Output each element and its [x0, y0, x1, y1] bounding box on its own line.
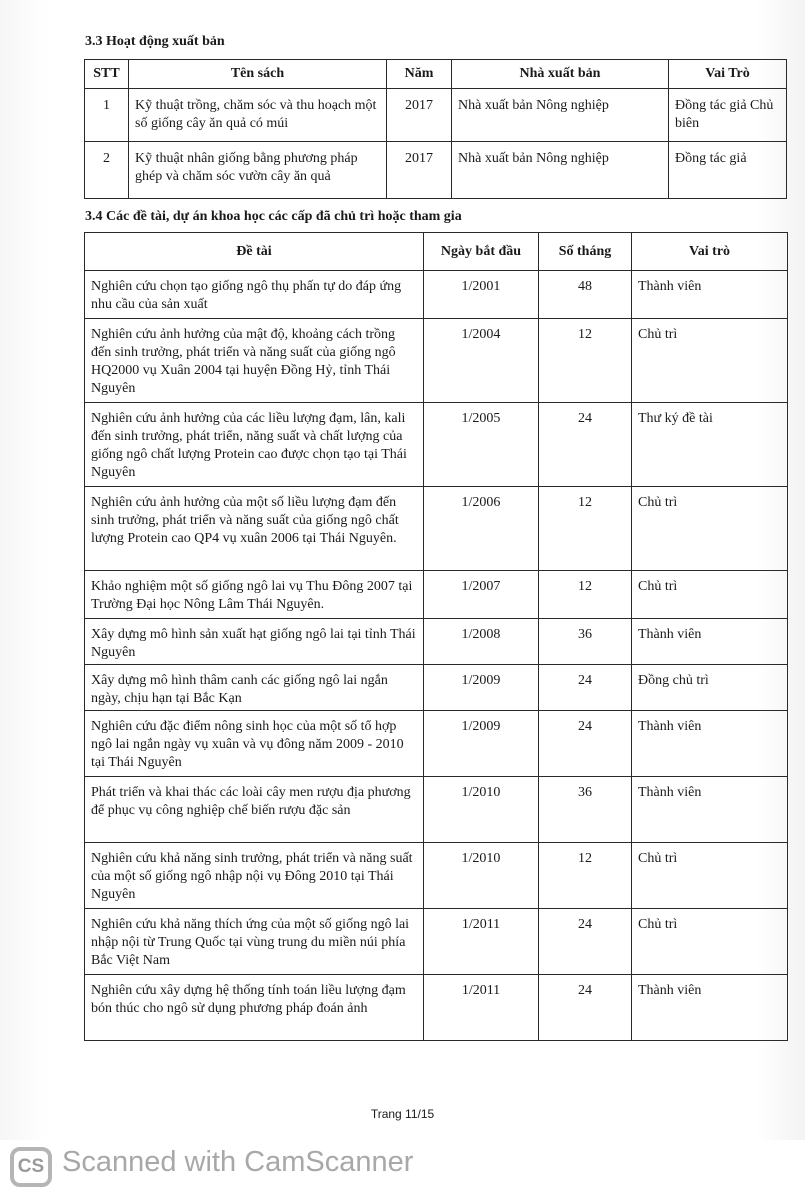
cell-project: Xây dựng mô hình thâm canh các giống ngô lai ngắn ngày, chịu hạn tại Bắc Kạn [85, 665, 424, 711]
publications-table [84, 59, 787, 199]
cell-year: 2017 [387, 89, 452, 142]
cell-months: 12 [539, 571, 632, 619]
cell-project-role: Chủ trì [632, 319, 788, 403]
cell-months: 12 [539, 487, 632, 571]
cell-project-role: Thành viên [632, 619, 788, 665]
cell-project: Nghiên cứu xây dựng hệ thống tính toán liều lượng đạm bón thúc cho ngô sử dụng phương pháp đoán ảnh [85, 975, 424, 1041]
cell-start-date: 1/2011 [424, 909, 539, 975]
header-months: Số tháng [539, 233, 632, 271]
cell-project-role: Thành viên [632, 777, 788, 843]
cell-months: 24 [539, 909, 632, 975]
cell-project-role: Đồng chủ trì [632, 665, 788, 711]
cell-start-date: 1/2010 [424, 777, 539, 843]
cell-start-date: 1/2008 [424, 619, 539, 665]
cell-project-role: Chủ trì [632, 843, 788, 909]
cell-months: 24 [539, 975, 632, 1041]
cell-project-role: Thành viên [632, 271, 788, 319]
table-row [85, 142, 787, 199]
cell-role: Đồng tác giả Chủ biên [669, 89, 787, 142]
table-row [85, 571, 788, 619]
cell-publisher: Nhà xuất bản Nông nghiệp [452, 89, 669, 142]
cell-start-date: 1/2001 [424, 271, 539, 319]
table-row [85, 271, 788, 319]
page-number: Trang 11/15 [370, 1107, 435, 1121]
cell-stt: 2 [85, 142, 129, 199]
header-role: Vai Trò [669, 60, 787, 89]
cell-stt: 1 [85, 89, 129, 142]
cell-project: Phát triển và khai thác các loài cây men rượu địa phương để phục vụ công nghiệp chế biến rượu đặc sản [85, 777, 424, 843]
cell-project: Nghiên cứu chọn tạo giống ngô thụ phấn tự do đáp ứng nhu cầu của sản xuất [85, 271, 424, 319]
cell-project-role: Chủ trì [632, 909, 788, 975]
cell-project: Nghiên cứu ảnh hưởng của mật độ, khoảng cách trồng đến sinh trưởng, phát triển và năng suất của giống ngô HQ2000 vụ Xuân 2004 tại huyện Đồng Hỷ, tỉnh Thái Nguyên [85, 319, 424, 403]
table-row [85, 665, 788, 711]
cell-start-date: 1/2009 [424, 711, 539, 777]
cell-start-date: 1/2005 [424, 403, 539, 487]
cell-start-date: 1/2011 [424, 975, 539, 1041]
cell-start-date: 1/2010 [424, 843, 539, 909]
cell-start-date: 1/2009 [424, 665, 539, 711]
table-row [85, 319, 788, 403]
cell-project: Nghiên cứu ảnh hưởng của các liều lượng đạm, lân, kali đến sinh trưởng, phát triển, năng suất và chất lượng của giống ngô chất lượng Protein cao được chọn tạo tại Thái Nguyên [85, 403, 424, 487]
cell-project: Xây dựng mô hình sản xuất hạt giống ngô lai tại tỉnh Thái Nguyên [85, 619, 424, 665]
cell-months: 36 [539, 619, 632, 665]
publications-heading: 3.3 Hoạt động xuất bản [85, 34, 225, 49]
cell-months: 12 [539, 843, 632, 909]
table-row [85, 843, 788, 909]
cell-months: 12 [539, 319, 632, 403]
cell-project-role: Thành viên [632, 711, 788, 777]
cell-year: 2017 [387, 142, 452, 199]
cell-publisher: Nhà xuất bản Nông nghiệp [452, 142, 669, 199]
camscanner-logo-icon: CS [10, 1147, 52, 1187]
header-publisher: Nhà xuất bản [452, 60, 669, 89]
table-row [85, 487, 788, 571]
cell-book-title: Kỹ thuật trồng, chăm sóc và thu hoạch một số giống cây ăn quả có múi [129, 89, 387, 142]
table-row [85, 711, 788, 777]
table-row [85, 89, 787, 142]
cell-months: 48 [539, 271, 632, 319]
cell-project: Nghiên cứu đặc điểm nông sinh học của một số tổ hợp ngô lai ngắn ngày vụ xuân và vụ đông năm 2009 - 2010 tại Thái Nguyên [85, 711, 424, 777]
cell-months: 24 [539, 403, 632, 487]
cell-months: 24 [539, 665, 632, 711]
cell-project: Nghiên cứu khả năng sinh trưởng, phát triển và năng suất của một số giống ngô nhập nội vụ Đông 2010 tại Thái Nguyên [85, 843, 424, 909]
header-project: Đề tài [85, 233, 424, 271]
table-row [85, 619, 788, 665]
header-book-title: Tên sách [129, 60, 387, 89]
table-row [85, 909, 788, 975]
header-start-date: Ngày bắt đầu [424, 233, 539, 271]
table-row [85, 403, 788, 487]
header-project-role: Vai trò [632, 233, 788, 271]
cell-project: Khảo nghiệm một số giống ngô lai vụ Thu Đông 2007 tại Trường Đại học Nông Lâm Thái Nguyên. [85, 571, 424, 619]
cell-book-title: Kỹ thuật nhân giống bằng phương pháp ghép và chăm sóc vườn cây ăn quả [129, 142, 387, 199]
cell-project: Nghiên cứu ảnh hưởng của một số liều lượng đạm đến sinh trưởng, phát triển và năng suất của giống ngô chất lượng Protein cao QP4 vụ xuân 2006 tại Thái Nguyên. [85, 487, 424, 571]
cell-project-role: Chủ trì [632, 571, 788, 619]
publications-header-row [85, 60, 787, 89]
cell-months: 36 [539, 777, 632, 843]
projects-table [84, 232, 788, 1041]
cell-project-role: Thư ký đề tài [632, 403, 788, 487]
header-stt: STT [85, 60, 129, 89]
projects-header-row [85, 233, 788, 271]
table-row [85, 975, 788, 1041]
cell-project-role: Chủ trì [632, 487, 788, 571]
cell-role: Đồng tác giả [669, 142, 787, 199]
cell-start-date: 1/2006 [424, 487, 539, 571]
cell-start-date: 1/2007 [424, 571, 539, 619]
cell-months: 24 [539, 711, 632, 777]
table-row [85, 777, 788, 843]
projects-heading: 3.4 Các đề tài, dự án khoa học các cấp đã chủ trì hoặc tham gia [85, 209, 462, 224]
cell-start-date: 1/2004 [424, 319, 539, 403]
camscanner-watermark-text: Scanned with CamScanner [62, 1146, 414, 1178]
header-year: Năm [387, 60, 452, 89]
cell-project-role: Thành viên [632, 975, 788, 1041]
cell-project: Nghiên cứu khả năng thích ứng của một số giống ngô lai nhập nội từ Trung Quốc tại vùng trung du miền núi phía Bắc Việt Nam [85, 909, 424, 975]
